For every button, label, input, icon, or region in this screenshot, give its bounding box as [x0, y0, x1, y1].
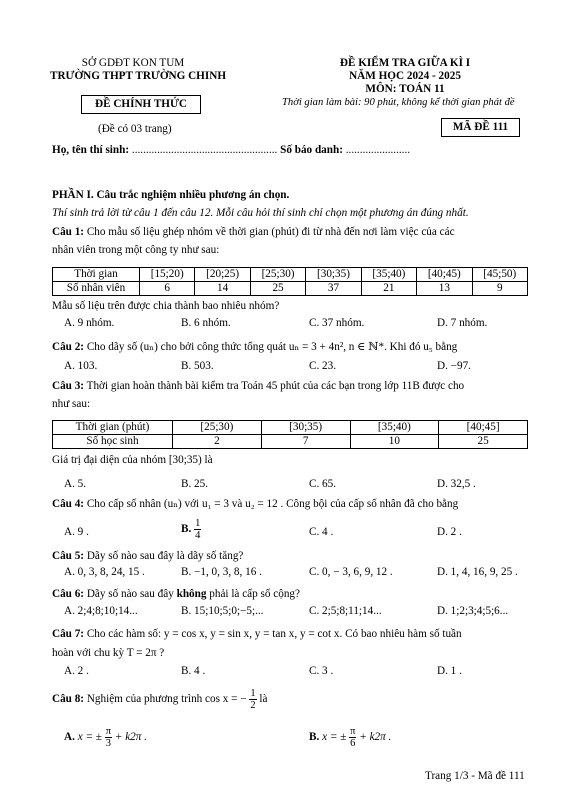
- q6-option-c[interactable]: C. 2;5;8;11;14...: [309, 605, 382, 617]
- q1-line2: nhân viên trong một công ty như sau:: [52, 244, 220, 256]
- q2-option-c[interactable]: C. 23.: [309, 360, 337, 372]
- part1-title: PHẦN I. Câu trắc nghiệm nhiều phương án chọn.: [52, 189, 290, 201]
- q7-option-b[interactable]: B. 4 .: [181, 665, 206, 677]
- q1-table-data-row: [53, 282, 528, 296]
- q1-td: 13: [417, 282, 472, 296]
- q8-option-a-pre: x = ±: [77, 731, 102, 744]
- q2-option-a[interactable]: A. 103.: [64, 360, 98, 372]
- q1-th: [35;40): [361, 268, 416, 282]
- time-note: Thời gian làm bài: 90 phút, không kể thời gian phát đề: [282, 97, 515, 108]
- q8-option-a-fraction: [105, 726, 112, 749]
- q6-text-before: Dãy số nào sau đây: [86, 588, 174, 600]
- q2-option-b[interactable]: B. 503.: [181, 360, 214, 372]
- q3-td: Số học sinh: [53, 435, 173, 449]
- q1-option-b[interactable]: B. 6 nhóm.: [181, 317, 231, 329]
- q4-text: Cho cấp số nhân (uₙ) với u₁ = 3 và u₂ = 12 . Công bội của cấp số nhân đã cho bằng: [86, 498, 459, 510]
- q7-option-c[interactable]: C. 3 .: [309, 665, 334, 677]
- q7-label: Câu 7:: [52, 628, 85, 640]
- q3-th: [25;30): [173, 421, 262, 435]
- q7-line2: hoàn với chu kỳ T = 2π ?: [52, 647, 165, 659]
- sbd-dots: .......................: [345, 144, 411, 156]
- q1-th: [15;20): [140, 268, 195, 282]
- q3-table-data-row: [53, 435, 528, 449]
- q8-text: Nghiệm của phương trình cos x = −: [86, 693, 247, 706]
- q7-text1: Cho các hàm số: y = cos x, y = sin x, y = tan x, y = cot x. Có bao nhiêu hàm số tuần: [86, 628, 462, 640]
- q2-text: Cho dãy số (uₙ) cho bởi công thức tổng quát uₙ = 3 + 4n², n ∈ ℕ*. Khi đó u₅ bằng: [86, 341, 458, 353]
- q4-option-b-label: B.: [181, 523, 192, 536]
- q1-th: [40;45): [417, 268, 472, 282]
- q8-option-b-pre: x = ±: [322, 731, 347, 744]
- q3-option-b[interactable]: B. 25.: [181, 478, 209, 490]
- q4-option-b-fraction: [194, 518, 201, 541]
- candidate-name-line: [52, 144, 410, 156]
- q8-option-a-post: + k2π .: [114, 731, 147, 744]
- q3-th: [30;35): [261, 421, 350, 435]
- q3-td: 2: [173, 435, 262, 449]
- q7-line1: [52, 628, 462, 640]
- q1-option-d[interactable]: D. 7 nhóm.: [437, 317, 488, 329]
- q8-a-den: 3: [105, 738, 112, 749]
- q8-frac-den: 2: [250, 700, 256, 711]
- q1-th: [30;35): [306, 268, 361, 282]
- q1-td: 6: [140, 282, 195, 296]
- q1-after-text: Mẫu số liệu trên được chia thành bao nhiêu nhóm?: [52, 300, 280, 312]
- q3-line1: [52, 380, 464, 392]
- q6-option-b[interactable]: B. 15;10;5;0;−5;...: [181, 605, 264, 617]
- q6-text-after: phải là cấp số cộng?: [209, 588, 300, 600]
- exam-code-box: MÃ ĐỀ 111: [441, 118, 520, 137]
- q6-text-bold: không: [176, 588, 207, 600]
- candidate-name-dots: ....................................................: [131, 144, 278, 156]
- q3-option-d[interactable]: D. 32,5 .: [437, 478, 476, 490]
- q6-option-d[interactable]: D. 1;2;3;4;5;6...: [437, 605, 509, 617]
- q4-option-a[interactable]: A. 9 .: [64, 526, 89, 538]
- q1-td: 37: [306, 282, 361, 296]
- q3-th: [35;40): [350, 421, 439, 435]
- q1-td: Số nhân viên: [53, 282, 140, 296]
- q2-option-d[interactable]: D. −97.: [437, 360, 471, 372]
- q8-fraction: [249, 688, 256, 711]
- q7-option-a[interactable]: A. 2 .: [64, 665, 89, 677]
- q3-table-header-row: [53, 421, 528, 435]
- q4-frac-den: 4: [195, 530, 201, 541]
- q8-frac-num: 1: [250, 688, 256, 699]
- q3-text1: Thời gian hoàn thành bài kiểm tra Toán 45 phút của các bạn trong lớp 11B được cho: [86, 380, 465, 392]
- q2-label: Câu 2:: [52, 341, 85, 353]
- q1-option-c[interactable]: C. 37 nhóm.: [309, 317, 365, 329]
- school-name: TRƯỜNG THPT TRƯỜNG CHINH: [50, 70, 227, 82]
- official-exam-box: ĐỀ CHÍNH THỨC: [81, 95, 201, 114]
- sbd-label: Số báo danh:: [280, 144, 343, 156]
- q3-option-c[interactable]: C. 65.: [309, 478, 337, 490]
- q6-line: [52, 588, 300, 600]
- q3-option-a[interactable]: A. 5.: [64, 478, 87, 490]
- q8-line: [52, 688, 268, 711]
- q5-option-a[interactable]: A. 0, 3, 8, 24, 15 .: [64, 566, 145, 578]
- q8-label: Câu 8:: [52, 693, 85, 706]
- q1-th: [45;50): [472, 268, 527, 282]
- q1-table: [52, 267, 528, 296]
- q5-option-d[interactable]: D. 1, 4, 16, 9, 25 .: [437, 566, 518, 578]
- q3-td: 25: [439, 435, 528, 449]
- q8-option-b[interactable]: [309, 726, 391, 749]
- q1-td: 25: [250, 282, 305, 296]
- q8-option-a[interactable]: [64, 726, 147, 749]
- q1-th: Thời gian: [53, 268, 140, 282]
- q4-frac-num: 1: [195, 518, 201, 529]
- q2-line: [52, 340, 457, 353]
- q3-th: Thời gian (phút): [53, 421, 173, 435]
- q5-option-c[interactable]: C. 0, − 3, 6, 9, 12 .: [309, 566, 393, 578]
- q3-th: [40;45]: [439, 421, 528, 435]
- q5-line: [52, 550, 243, 562]
- q3-td: 10: [350, 435, 439, 449]
- subject: MÔN: TOÁN 11: [365, 83, 445, 95]
- q1-text1: Cho mẫu số liệu ghép nhóm về thời gian (phút) đi từ nhà đến nơi làm việc của các: [86, 226, 455, 238]
- q1-option-a[interactable]: A. 9 nhóm.: [64, 317, 115, 329]
- q6-label: Câu 6:: [52, 588, 85, 600]
- candidate-name-label: Họ, tên thí sinh:: [52, 144, 130, 156]
- q4-option-d[interactable]: D. 2 .: [437, 526, 462, 538]
- q4-label: Câu 4:: [52, 498, 85, 510]
- exam-title: ĐỀ KIỂM TRA GIỮA KÌ I: [339, 57, 471, 69]
- department-name: SỞ GDĐT KON TUM: [81, 57, 185, 69]
- q8-option-b-post: + k2π .: [359, 731, 392, 744]
- q1-td: 14: [195, 282, 250, 296]
- q1-td: 21: [361, 282, 416, 296]
- q3-table: [52, 420, 528, 449]
- pages-note: (Đề có 03 trang): [98, 123, 172, 135]
- q8-option-b-label: B.: [309, 731, 320, 744]
- school-year: NĂM HỌC 2024 - 2025: [349, 70, 461, 82]
- q8-b-num: π: [350, 726, 356, 737]
- q1-th: [20;25): [195, 268, 250, 282]
- q4-option-c[interactable]: C. 4 .: [309, 526, 334, 538]
- q3-td: 7: [261, 435, 350, 449]
- q6-option-a[interactable]: A. 2;4;8;10;14...: [64, 605, 138, 617]
- q1-line1: [52, 226, 455, 238]
- q1-th: [25;30): [250, 268, 305, 282]
- q4-option-b[interactable]: [181, 518, 201, 541]
- q8-option-b-fraction: [349, 726, 356, 749]
- q5-text: Dãy số nào sau đây là dãy số tăng?: [86, 550, 244, 562]
- q8-b-den: 6: [350, 738, 356, 749]
- q3-label: Câu 3:: [52, 380, 85, 392]
- q4-line: [52, 497, 458, 510]
- q1-table-header-row: [53, 268, 528, 282]
- q3-after-text: Giá trị đại diện của nhóm [30;35) là: [52, 454, 213, 466]
- q8-text-end: là: [259, 693, 268, 706]
- q7-option-d[interactable]: D. 1 .: [437, 665, 462, 677]
- q1-td: 9: [472, 282, 527, 296]
- q5-option-b[interactable]: B. −1, 0, 3, 8, 16 .: [181, 566, 262, 578]
- q8-option-a-label: A.: [64, 731, 75, 744]
- q3-line2: như sau:: [52, 398, 91, 410]
- page-footer: Trang 1/3 - Mã đề 111: [425, 770, 525, 782]
- part1-instruction: Thí sinh trả lời từ câu 1 đến câu 12. Mỗi câu hỏi thí sinh chỉ chọn một phương án đúng nhất.: [52, 207, 469, 219]
- q5-label: Câu 5:: [52, 550, 85, 562]
- q1-label: Câu 1:: [52, 226, 85, 238]
- q8-a-num: π: [105, 726, 112, 737]
